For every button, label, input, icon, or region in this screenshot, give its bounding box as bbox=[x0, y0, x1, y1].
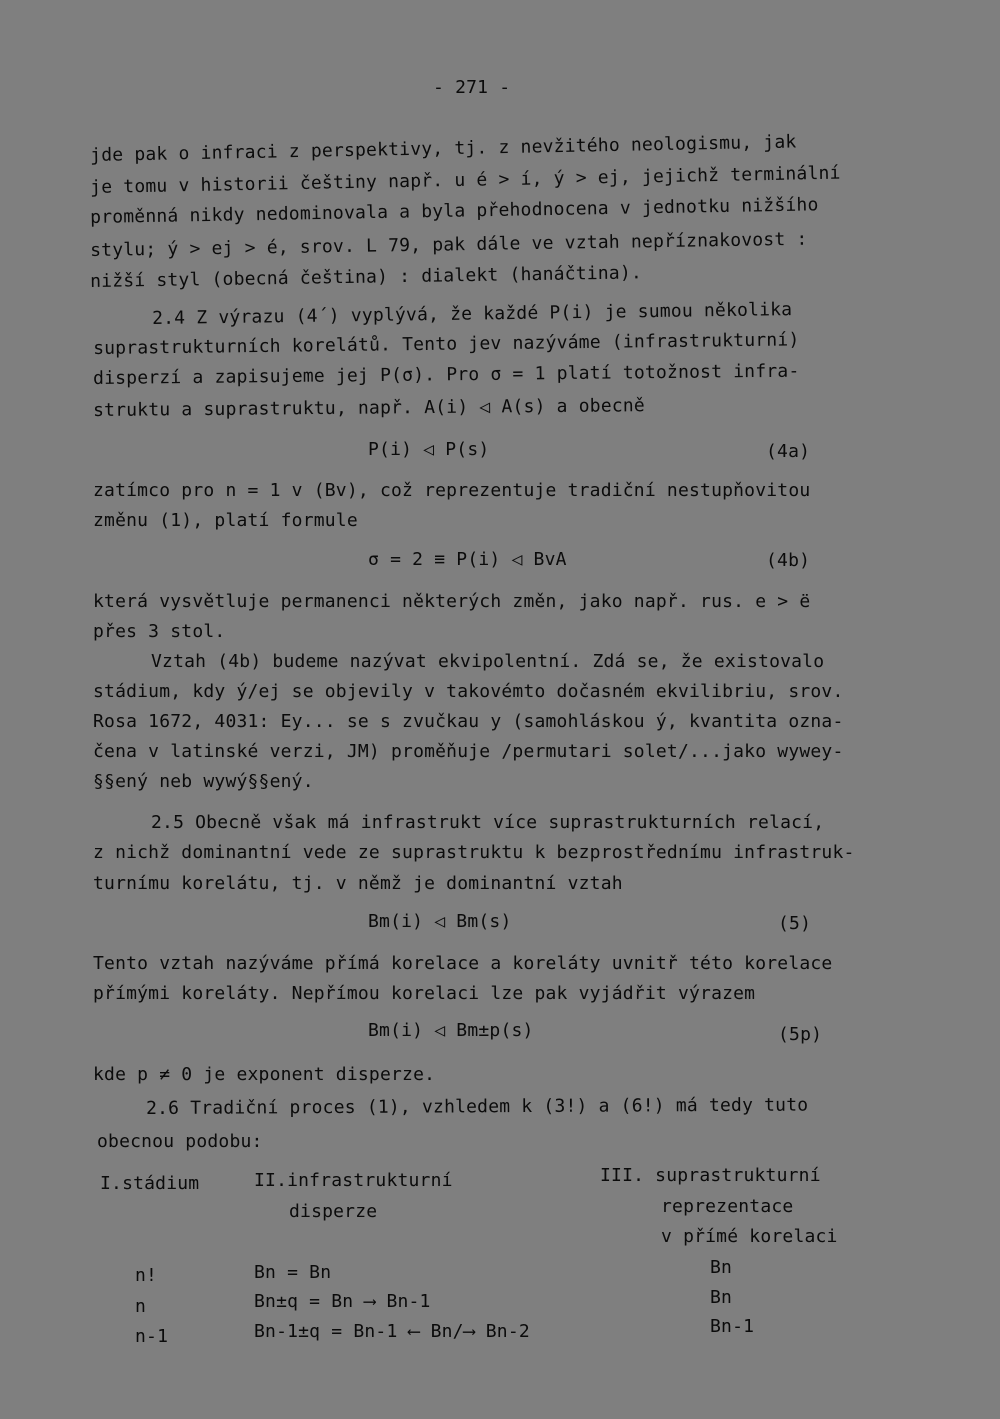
text-line-21: turnímu korelátu, tj. v němž je dominantní vztah bbox=[93, 873, 623, 894]
equation-4a-label: (4a) bbox=[766, 441, 811, 462]
text-line-24: kde p ≠ 0 je exponent disperze. bbox=[93, 1064, 436, 1085]
text-line-3: proměnná nikdy nedominovala a byla přehodnocena v jednotku nižšího bbox=[90, 194, 819, 228]
text-line-2: je tomu v historii češtiny např. u é > í, ý > ej, jejichž terminální bbox=[90, 162, 841, 198]
table-header-disp-1: II.infrastrukturní bbox=[254, 1170, 453, 1191]
equation-5p: Bm(i) ◁ Bm±p(s) bbox=[368, 1020, 534, 1041]
table-row-2-stage: n bbox=[135, 1296, 147, 1317]
table-row-1-stage: n! bbox=[135, 1265, 158, 1286]
text-line-14: Vztah (4b) budeme nazývat ekvipolentní. Zdá se, že existovalo bbox=[151, 651, 825, 672]
text-line-4: stylu; ý > ej > é, srov. L 79, pak dále ve vztah nepříznakovost : bbox=[90, 228, 808, 261]
page-number: - 271 - bbox=[433, 77, 511, 98]
text-line-13: přes 3 stol. bbox=[93, 621, 226, 642]
text-line-17: čena v latinské verzi, JM) proměňuje /permutari solet/...jako wywey- bbox=[93, 741, 844, 762]
text-line-6: 2.4 Z výrazu (4´) vyplývá, že každé P(i) je sumou několika bbox=[152, 299, 793, 329]
text-line-8: disperzí a zapisujeme jej P(σ). Pro σ = 1 platí totožnost infra- bbox=[93, 360, 800, 389]
text-line-11: změnu (1), platí formule bbox=[93, 510, 358, 531]
table-header-disp-2: disperze bbox=[289, 1201, 378, 1222]
equation-5p-label: (5p) bbox=[778, 1024, 823, 1045]
text-line-22: Tento vztah nazýváme přímá korelace a koreláty uvnitř této korelace bbox=[93, 953, 833, 974]
table-row-2-repr: Bn bbox=[710, 1287, 733, 1308]
equation-4b: σ = 2 ≡ P(i) ◁ BvA bbox=[368, 549, 567, 570]
text-line-18: §§ený neb wywý§§ený. bbox=[93, 771, 314, 792]
text-line-5: nižší styl (obecná čeština) : dialekt (hanáčtina). bbox=[90, 262, 643, 292]
equation-4b-label: (4b) bbox=[766, 550, 811, 571]
text-line-1: jde pak o infraci z perspektivy, tj. z nevžitého neologismu, jak bbox=[90, 131, 797, 166]
table-row-3-stage: n-1 bbox=[135, 1326, 169, 1347]
text-line-15: stádium, kdy ý/ej se objevily v takovémto dočasném ekvilibriu, srov. bbox=[93, 681, 844, 702]
table-row-1-repr: Bn bbox=[710, 1257, 733, 1278]
text-line-20: z nichž dominantní vede ze suprastruktu k bezprostřednímu infrastruk- bbox=[93, 842, 855, 863]
table-header-repr-1: III. suprastrukturní bbox=[600, 1165, 821, 1186]
table-header-repr-3: v přímé korelaci bbox=[661, 1226, 838, 1247]
table-header-repr-2: reprezentace bbox=[661, 1196, 794, 1217]
equation-5-label: (5) bbox=[778, 913, 812, 934]
table-header-stage: I.stádium bbox=[100, 1173, 200, 1194]
text-line-16: Rosa 1672, 4031: Ey... se s zvučkau y (samohláskou ý, kvantita ozna- bbox=[93, 711, 844, 732]
text-line-12: která vysvětluje permanenci některých změn, jako např. rus. e > ё bbox=[93, 591, 811, 612]
table-row-3-disp: Bn-1±q = Bn-1 ⟵ Bn/⟶ Bn-2 bbox=[254, 1321, 530, 1342]
text-line-25: 2.6 Tradiční proces (1), vzhledem k (3!) a (6!) má tedy tuto bbox=[146, 1094, 809, 1119]
text-line-7: suprastrukturních korelátů. Tento jev nazýváme (infrastrukturní) bbox=[93, 329, 800, 359]
equation-5: Bm(i) ◁ Bm(s) bbox=[368, 911, 512, 932]
table-row-2-disp: Bn±q = Bn ⟶ Bn-1 bbox=[254, 1291, 431, 1312]
text-line-19: 2.5 Obecně však má infrastrukt více suprastrukturních relací, bbox=[151, 812, 825, 833]
text-line-23: přímými koreláty. Nepřímou korelaci lze pak vyjádřit výrazem bbox=[93, 983, 756, 1004]
equation-4a: P(i) ◁ P(s) bbox=[368, 439, 490, 460]
table-row-1-disp: Bn = Bn bbox=[254, 1262, 332, 1283]
text-line-10: zatímco pro n = 1 v (Bv), což reprezentuje tradiční nestupňovitou bbox=[93, 480, 811, 501]
text-line-9: struktu a suprastruktu, např. A(i) ◁ A(s) a obecně bbox=[93, 395, 646, 421]
text-line-26: obecnou podobu: bbox=[97, 1131, 263, 1152]
table-row-3-repr: Bn-1 bbox=[710, 1316, 755, 1337]
